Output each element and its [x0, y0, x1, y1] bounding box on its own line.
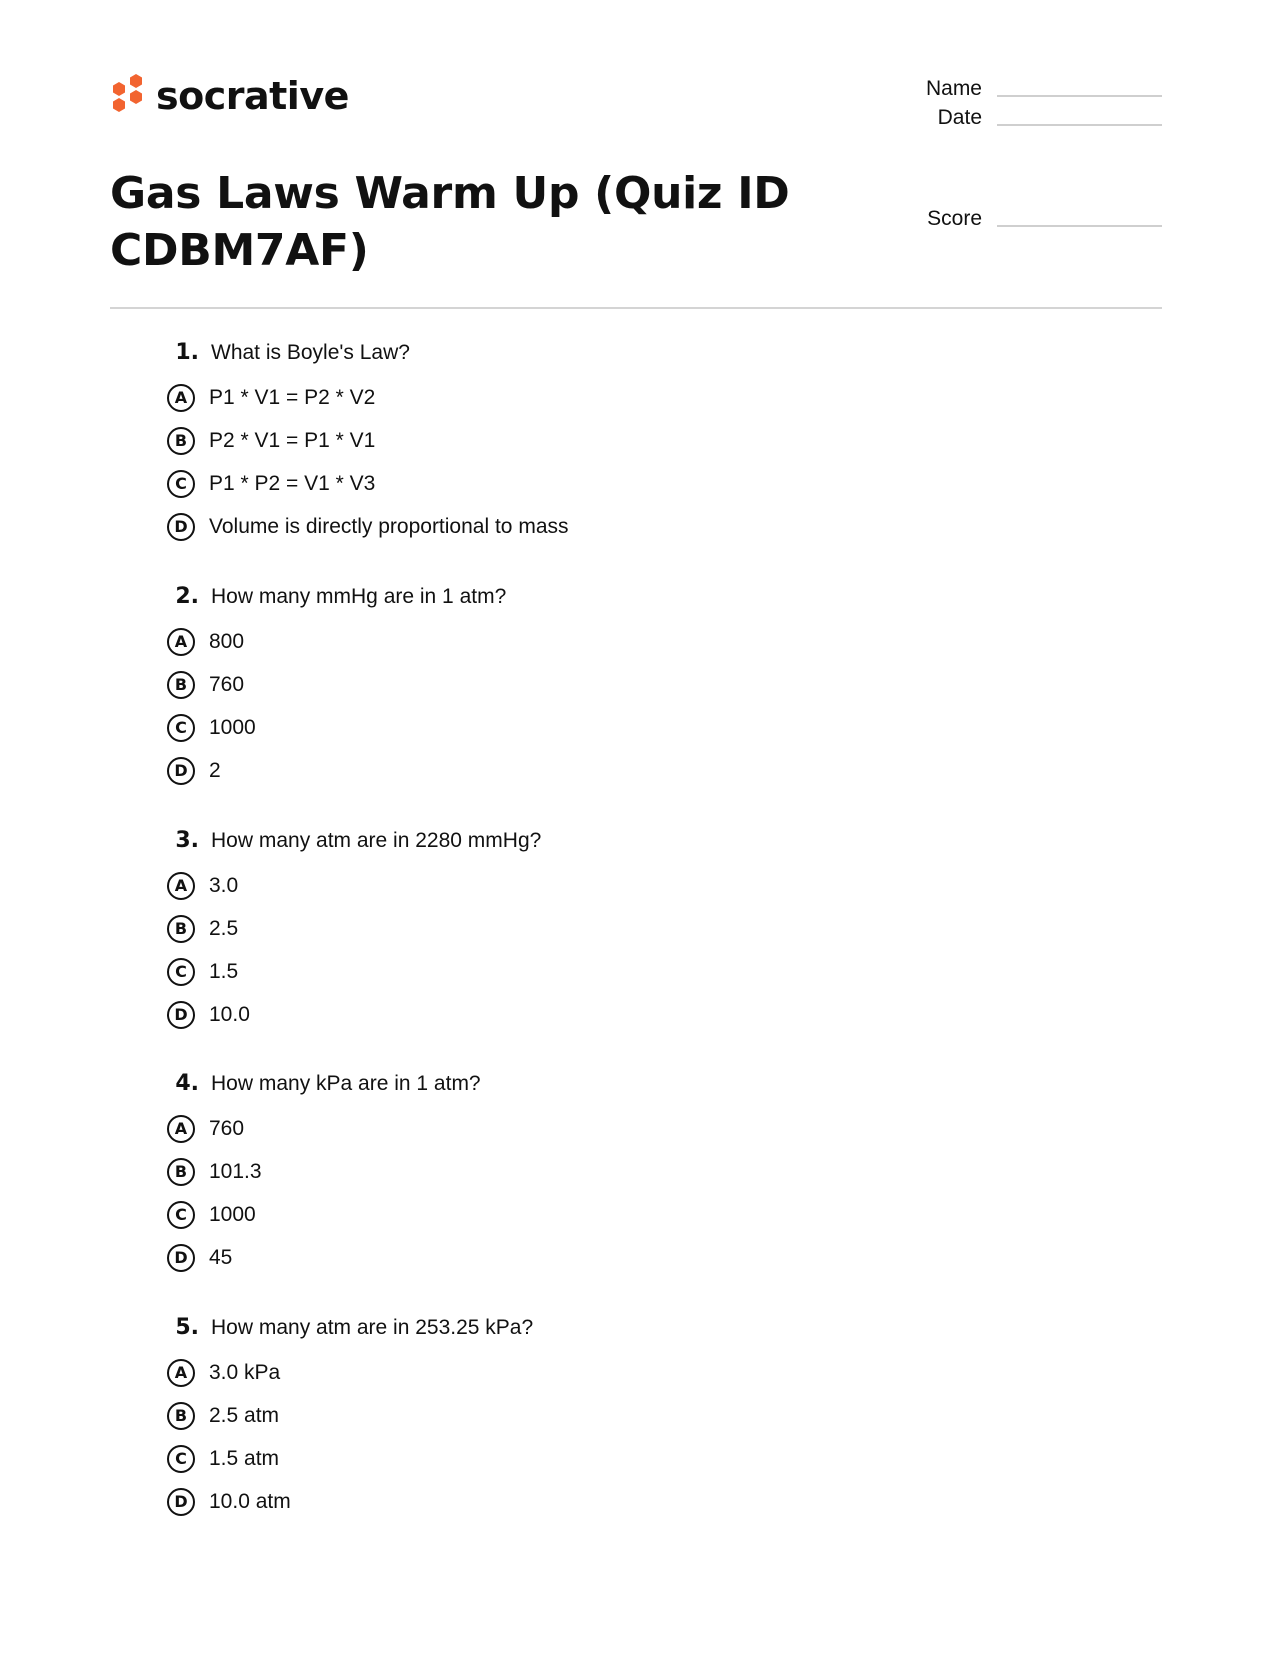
choice-text: 1000: [209, 1202, 256, 1226]
date-field[interactable]: [882, 107, 1162, 128]
choice-bubble-a[interactable]: A: [167, 628, 195, 656]
question-header: [165, 1315, 965, 1351]
name-field[interactable]: [882, 78, 1162, 99]
choice-bubble-d[interactable]: D: [167, 513, 195, 541]
choice-a[interactable]: [165, 376, 965, 419]
choice-text: 10.0 atm: [209, 1489, 291, 1513]
choice-bubble-b[interactable]: B: [167, 1158, 195, 1186]
question-header: [165, 584, 965, 620]
choice-text: 760: [209, 672, 245, 696]
choice-b[interactable]: [165, 1394, 965, 1437]
header-divider: [110, 307, 1162, 309]
question-4: [165, 1071, 965, 1279]
choice-text: 1.5: [209, 959, 239, 983]
socrative-hexagons-icon: [110, 72, 146, 120]
question-number: 3.: [175, 828, 199, 853]
choice-bubble-d[interactable]: D: [167, 1001, 195, 1029]
question-3: [165, 828, 965, 1036]
choice-bubble-b[interactable]: B: [167, 427, 195, 455]
page-title: Gas Laws Warm Up (Quiz ID CDBM7AF): [110, 168, 790, 276]
choice-d[interactable]: [165, 1236, 965, 1279]
question-header: [165, 828, 965, 864]
choice-text: 3.0 kPa: [209, 1360, 281, 1384]
question-text: How many atm are in 2280 mmHg?: [211, 829, 542, 852]
choice-b[interactable]: [165, 663, 965, 706]
choice-text: 10.0: [209, 1002, 250, 1026]
choice-d[interactable]: [165, 993, 965, 1036]
question-number: 1.: [175, 340, 199, 365]
choice-text: P1 * V1 = P2 * V2: [209, 385, 376, 409]
choice-text: P1 * P2 = V1 * V3: [209, 471, 376, 495]
choice-d[interactable]: [165, 505, 965, 548]
question-1: [165, 340, 965, 548]
choice-bubble-a[interactable]: A: [167, 1359, 195, 1387]
choice-text: Volume is directly proportional to mass: [209, 514, 569, 538]
choice-text: 2.5: [209, 916, 239, 940]
choice-bubble-b[interactable]: B: [167, 1402, 195, 1430]
choice-a[interactable]: [165, 620, 965, 663]
question-number: 5.: [175, 1315, 199, 1340]
score-input-line[interactable]: [997, 225, 1162, 227]
choice-b[interactable]: [165, 419, 965, 462]
question-5: [165, 1315, 965, 1523]
choice-bubble-a[interactable]: A: [167, 1115, 195, 1143]
choice-bubble-c[interactable]: C: [167, 1445, 195, 1473]
choice-b[interactable]: [165, 907, 965, 950]
choice-a[interactable]: [165, 1107, 965, 1150]
choice-a[interactable]: [165, 1351, 965, 1394]
question-number: 2.: [175, 584, 199, 609]
choice-d[interactable]: [165, 749, 965, 792]
name-input-line[interactable]: [997, 95, 1162, 97]
choice-text: 45: [209, 1245, 233, 1269]
choice-text: 2.5 atm: [209, 1403, 280, 1427]
choice-text: 101.3: [209, 1159, 262, 1183]
choice-bubble-c[interactable]: C: [167, 470, 195, 498]
choice-bubble-a[interactable]: A: [167, 384, 195, 412]
choice-c[interactable]: [165, 1437, 965, 1480]
choice-bubble-c[interactable]: C: [167, 1201, 195, 1229]
choice-text: 1.5 atm: [209, 1446, 280, 1470]
question-header: [165, 340, 965, 376]
choice-c[interactable]: [165, 950, 965, 993]
score-label: Score: [927, 207, 982, 230]
choice-bubble-d[interactable]: D: [167, 1244, 195, 1272]
choice-bubble-c[interactable]: C: [167, 714, 195, 742]
question-2: [165, 584, 965, 792]
choice-b[interactable]: [165, 1150, 965, 1193]
question-number: 4.: [175, 1071, 199, 1096]
choice-text: 2: [209, 758, 221, 782]
question-text: How many atm are in 253.25 kPa?: [211, 1316, 534, 1339]
choice-c[interactable]: [165, 1193, 965, 1236]
date-label: Date: [937, 106, 982, 129]
choice-bubble-a[interactable]: A: [167, 872, 195, 900]
choice-a[interactable]: [165, 864, 965, 907]
choice-c[interactable]: [165, 706, 965, 749]
choice-d[interactable]: [165, 1480, 965, 1523]
question-text: How many kPa are in 1 atm?: [211, 1072, 481, 1095]
question-header: [165, 1071, 965, 1107]
choice-bubble-d[interactable]: D: [167, 1488, 195, 1516]
choice-text: 760: [209, 1116, 245, 1140]
choice-bubble-d[interactable]: D: [167, 757, 195, 785]
brand-name: socrative: [156, 74, 349, 118]
choice-bubble-c[interactable]: C: [167, 958, 195, 986]
name-label: Name: [925, 77, 982, 100]
choice-text: 1000: [209, 715, 256, 739]
choice-bubble-b[interactable]: B: [167, 671, 195, 699]
date-input-line[interactable]: [997, 124, 1162, 126]
question-text: How many mmHg are in 1 atm?: [211, 585, 507, 608]
choice-text: P2 * V1 = P1 * V1: [209, 428, 376, 452]
choice-bubble-b[interactable]: B: [167, 915, 195, 943]
question-text: What is Boyle's Law?: [211, 341, 410, 364]
brand-logo: [110, 72, 349, 120]
choice-text: 3.0: [209, 873, 239, 897]
score-field[interactable]: [882, 208, 1162, 229]
choice-text: 800: [209, 629, 245, 653]
choice-c[interactable]: [165, 462, 965, 505]
